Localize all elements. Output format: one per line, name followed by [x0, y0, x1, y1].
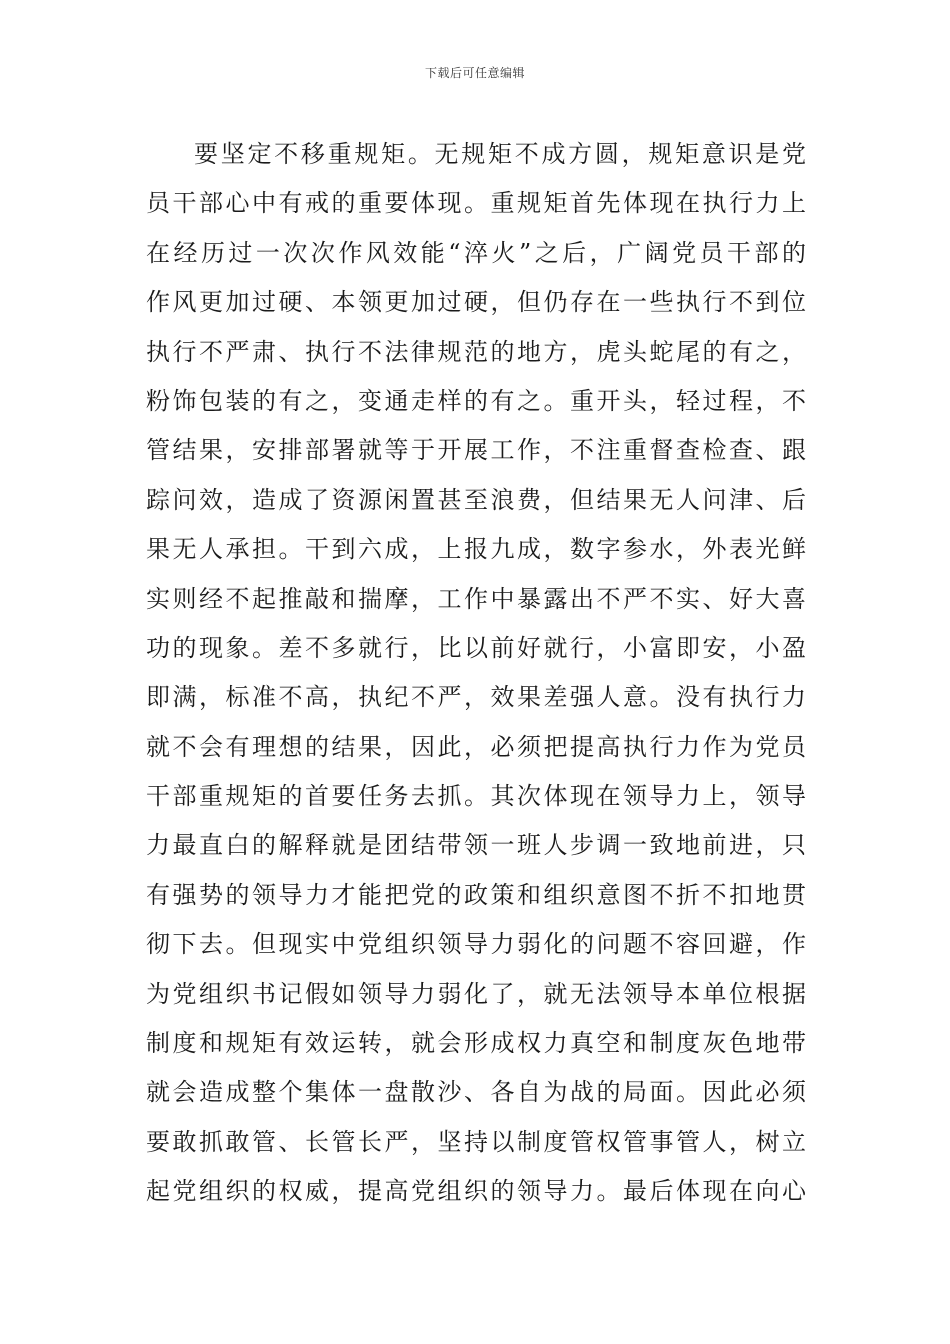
text-line: 员干部心中有戒的重要体现。重规矩首先体现在执行力上 — [146, 189, 806, 218]
text-line: 就会造成整个集体一盘散沙、各自为战的局面。因此必须 — [146, 1078, 806, 1107]
page-header-note: 下载后可任意编辑 — [424, 66, 525, 80]
text-line: 粉饰包装的有之，变通走样的有之。重开头，轻过程，不 — [146, 386, 806, 415]
text-line: 起党组织的权威，提高党组织的领导力。最后体现在向心 — [146, 1177, 806, 1206]
text-line: 即满，标准不高，执纪不严，效果差强人意。没有执行力 — [146, 683, 806, 712]
text-line: 制度和规矩有效运转，就会形成权力真空和制度灰色地带 — [146, 1029, 806, 1058]
text-line: 管结果，安排部署就等于开展工作，不注重督查检查、跟 — [146, 436, 806, 465]
text-line: 要坚定不移重规矩。无规矩不成方圆，规矩意识是党 — [194, 140, 806, 168]
text-line: 执行不严肃、执行不法律规范的地方，虎头蛇尾的有之， — [146, 337, 806, 366]
text-line: 实则经不起推敲和揣摩，工作中暴露出不严不实、好大喜 — [146, 584, 806, 613]
document-body — [146, 130, 806, 1217]
text-line: 功的现象。差不多就行，比以前好就行，小富即安，小盈 — [146, 633, 806, 662]
text-line: 作风更加过硬、本领更加过硬，但仍存在一些执行不到位 — [146, 288, 806, 317]
text-line: 果无人承担。干到六成，上报九成，数字参水，外表光鲜 — [146, 535, 806, 564]
text-line: 为党组织书记假如领导力弱化了，就无法领导本单位根据 — [146, 979, 806, 1008]
text-line: 踪问效，造成了资源闲置甚至浪费，但结果无人问津、后 — [146, 485, 806, 514]
text-line: 在经历过一次次作风效能“淬火”之后，广阔党员干部的 — [146, 238, 806, 267]
text-line: 干部重规矩的首要任务去抓。其次体现在领导力上，领导 — [146, 782, 806, 811]
text-line: 彻下去。但现实中党组织领导力弱化的问题不容回避，作 — [146, 930, 806, 959]
text-line: 力最直白的解释就是团结带领一班人步调一致地前进，只 — [146, 831, 806, 860]
text-line: 要敢抓敢管、长管长严，坚持以制度管权管事管人，树立 — [146, 1127, 806, 1156]
text-line: 就不会有理想的结果，因此，必须把提高执行力作为党员 — [146, 732, 806, 761]
text-line: 有强势的领导力才能把党的政策和组织意图不折不扣地贯 — [146, 880, 806, 909]
